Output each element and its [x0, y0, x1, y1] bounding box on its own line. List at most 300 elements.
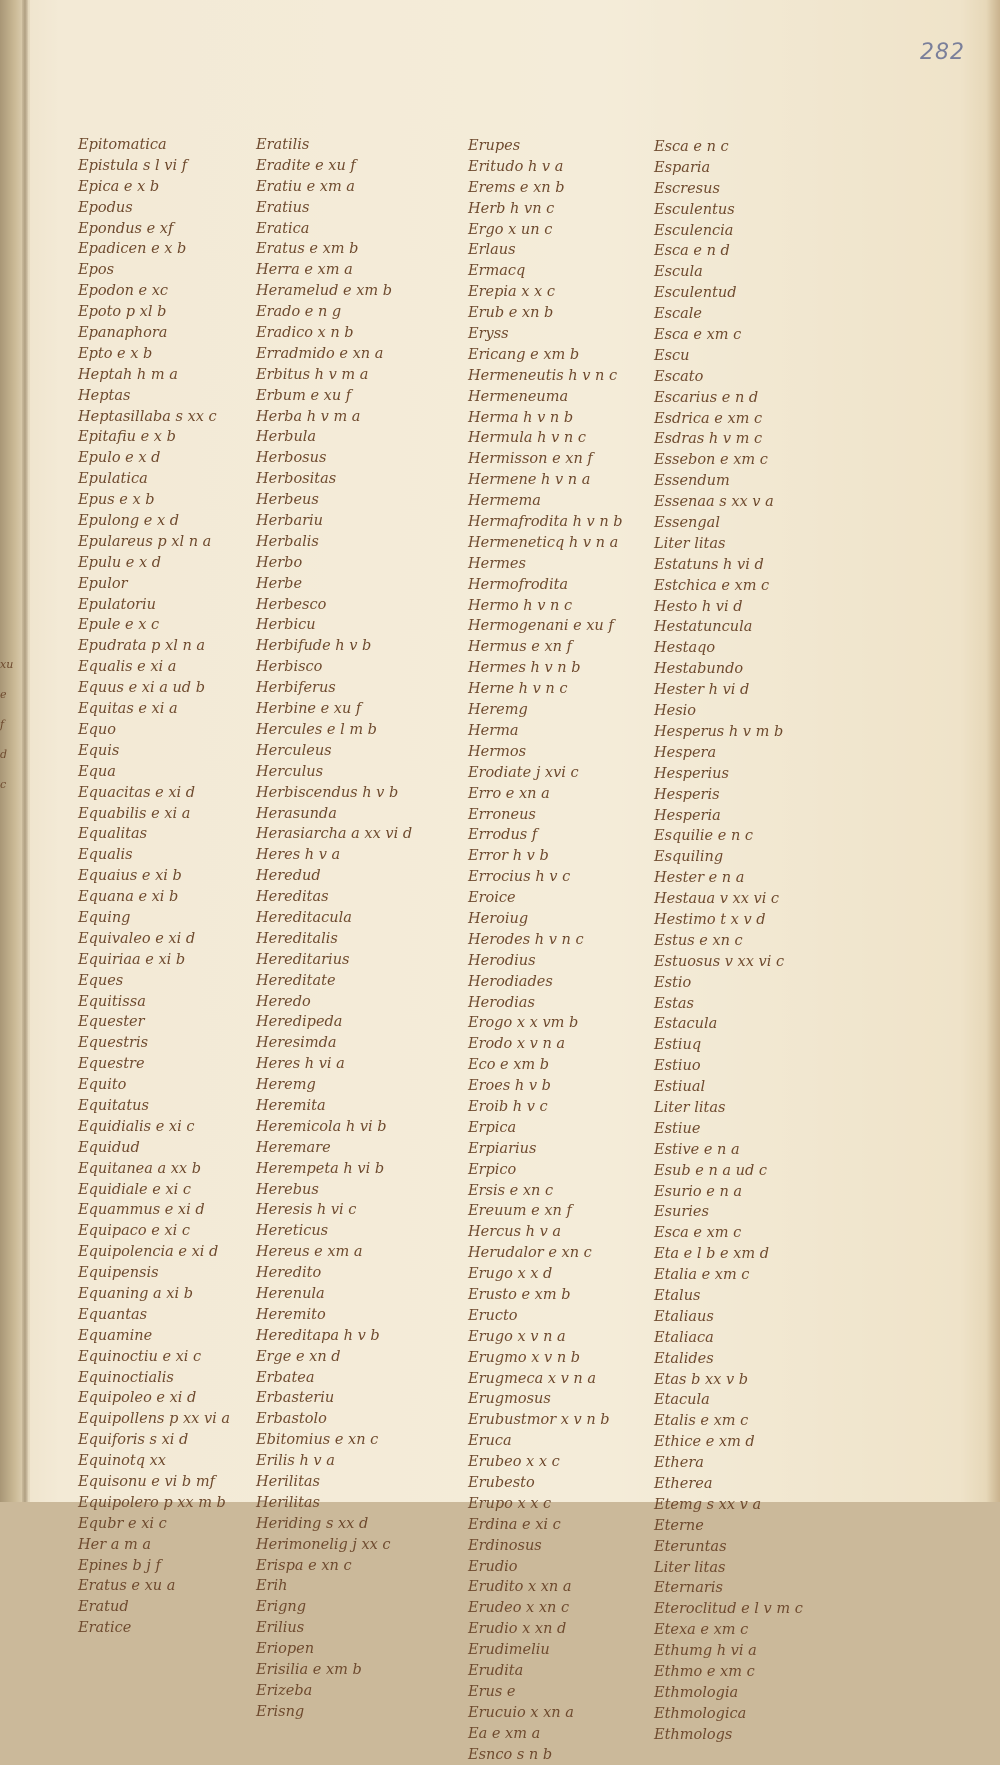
word-entry: Hermes — [468, 555, 526, 572]
word-list-column-1 — [78, 135, 230, 1639]
word-entry: Esca e xm c — [654, 327, 742, 344]
word-entry: Escula — [654, 264, 703, 281]
word-entry: Estus e xn c — [654, 932, 743, 949]
word-entry: Erugo x x d — [468, 1266, 553, 1283]
word-entry: Epus e x b — [78, 492, 155, 509]
word-entry: Eternaris — [654, 1580, 723, 1597]
word-entry: Hestabundo — [654, 661, 744, 678]
word-entry: Equana e xi b — [78, 889, 179, 906]
word-entry: Erdinosus — [468, 1537, 542, 1554]
word-entry: Herudalor e xn c — [468, 1245, 592, 1262]
word-entry: Estatuns h vi d — [654, 556, 764, 573]
word-entry: Hermeneuma — [468, 388, 569, 405]
word-entry: Equipensis — [78, 1265, 159, 1282]
word-entry: Herilitas — [256, 1474, 320, 1490]
binding-shadow — [22, 0, 28, 1502]
word-entry: Hereditalis — [256, 930, 338, 947]
word-entry: Erudio x xn d — [468, 1621, 567, 1638]
word-entry: Ereuum e xn f — [468, 1203, 572, 1220]
word-entry: Herculus — [256, 763, 324, 780]
word-entry: Epto e x b — [78, 345, 153, 362]
word-entry: Erizeba — [256, 1682, 313, 1699]
word-entry: Eratiu e xm a — [256, 178, 355, 195]
word-entry: Errodus f — [468, 827, 538, 844]
word-entry: Erus e — [468, 1683, 516, 1700]
word-entry: Etaliaus — [654, 1308, 714, 1325]
word-entry: Hermema — [468, 493, 541, 510]
word-entry: Equitissa — [78, 993, 146, 1010]
word-entry: Error h v b — [468, 848, 549, 865]
word-entry: Hereditapa h v b — [256, 1327, 380, 1344]
word-entry: Epulareus p xl n a — [78, 533, 212, 550]
word-entry: Herebus — [256, 1181, 319, 1198]
word-entry: Hermeneticq h v n a — [468, 534, 619, 551]
word-entry: Hermene h v n a — [468, 472, 591, 489]
word-entry: Erisilia e xm b — [256, 1662, 362, 1679]
word-entry: Epulor — [78, 575, 128, 592]
word-entry: Herbisco — [256, 659, 323, 676]
word-entry: Esnco s n b — [468, 1746, 553, 1763]
word-entry: Equing — [78, 909, 131, 926]
word-entry: Equaius e xi b — [78, 868, 182, 885]
word-entry: Equiforis s xi d — [78, 1432, 189, 1449]
word-entry: Eteruntas — [654, 1538, 727, 1555]
word-entry: Ea e xm a — [468, 1725, 541, 1742]
word-entry: Erradmido e xn a — [256, 345, 384, 362]
word-entry: Esca e n d — [654, 243, 730, 260]
word-entry: Equipollens p xx vi a — [78, 1411, 231, 1428]
word-entry: Herculeus — [256, 742, 332, 759]
word-entry: Heredito — [256, 1265, 322, 1282]
word-entry: Heremg — [468, 702, 528, 719]
word-entry: Hespera — [654, 744, 717, 761]
word-entry: Erupo x x c — [468, 1495, 552, 1512]
word-entry: Ethera — [654, 1455, 704, 1472]
word-entry: Hereditas — [256, 889, 329, 906]
word-entry: Erupes — [468, 138, 521, 154]
word-entry: Herasiarcha a xx vi d — [256, 826, 413, 843]
word-entry: Heptas — [78, 387, 131, 404]
word-entry: Herne h v n c — [468, 681, 568, 698]
word-entry: Herbiferus — [256, 680, 336, 697]
word-entry: Erroneus — [468, 806, 536, 823]
word-entry: Estiuo — [654, 1058, 701, 1075]
word-entry: Eriopen — [256, 1641, 315, 1658]
word-entry: Liter litas — [654, 1099, 726, 1116]
word-entry: Esparia — [654, 159, 711, 176]
word-entry: Herodias — [468, 994, 535, 1011]
word-entry: Equidud — [78, 1139, 140, 1156]
word-entry: Equidiale e xi c — [78, 1181, 191, 1198]
word-entry: Hereticus — [256, 1223, 329, 1240]
word-entry: Hermogenani e xu f — [468, 618, 614, 635]
word-entry: Ethumg h vi a — [654, 1643, 757, 1660]
word-entry: Equammus e xi d — [78, 1202, 205, 1219]
word-entry: Equiriaa e xi b — [78, 951, 186, 968]
word-entry: Hestatuncula — [654, 619, 753, 636]
word-entry: Heresis h vi c — [256, 1202, 357, 1219]
word-entry: Eroes h v b — [468, 1078, 551, 1095]
word-entry: Eradite e xu f — [256, 157, 356, 174]
word-entry: Hermos — [468, 743, 527, 760]
word-entry: Epoto p xl b — [78, 304, 167, 321]
word-entry: Ergo x un c — [468, 221, 553, 238]
word-entry: Equidialis e xi c — [78, 1118, 195, 1135]
word-entry: Hesperia — [654, 807, 721, 824]
word-entry: Etherea — [654, 1476, 713, 1492]
word-entry: Erudito x xn a — [468, 1579, 572, 1596]
word-entry: Herilitas — [256, 1494, 320, 1511]
folio-number: 282 — [920, 40, 965, 65]
word-entry: Heremita — [256, 1097, 326, 1114]
word-entry: Erlaus — [468, 242, 516, 259]
word-entry: Herasunda — [256, 805, 337, 822]
word-entry: Heptah h m a — [78, 366, 178, 383]
word-entry: Heremito — [256, 1306, 326, 1323]
word-entry: Epistula s l vi f — [78, 157, 188, 174]
word-entry: Hermula h v n c — [468, 430, 586, 447]
word-entry: Esquiling — [654, 849, 724, 866]
word-entry: Erugo x v n a — [468, 1328, 566, 1345]
word-entry: Herbosus — [256, 450, 327, 467]
word-entry: Herma — [468, 722, 519, 739]
word-entry: Heresimda — [256, 1035, 337, 1052]
word-entry: Eratilis — [256, 137, 310, 153]
word-entry: Equipoleo e xi d — [78, 1390, 197, 1407]
word-entry: Esca e xm c — [654, 1225, 742, 1242]
word-entry: Esdrica e xm c — [654, 410, 763, 427]
word-entry: Hester h vi d — [654, 682, 750, 699]
word-entry: Erodo x v n a — [468, 1036, 566, 1053]
word-entry: Ermacq — [468, 263, 526, 280]
word-entry: Etalides — [654, 1350, 714, 1367]
word-entry: Escato — [654, 368, 704, 385]
word-entry: Erigng — [256, 1599, 307, 1616]
word-entry: Herodiades — [468, 973, 553, 990]
word-entry: Herbicu — [256, 617, 316, 634]
word-entry: Hereditacula — [256, 909, 352, 926]
word-entry: Estio — [654, 974, 692, 991]
word-entry: Epica e x b — [78, 178, 160, 195]
word-entry: Epines b j f — [78, 1557, 161, 1574]
word-entry: Erpiarius — [468, 1140, 537, 1157]
word-entry: Herbariu — [256, 513, 323, 530]
word-entry: Hesperius — [654, 765, 729, 782]
word-entry: Ethmologia — [654, 1684, 739, 1701]
word-entry: Erudeo x xn c — [468, 1600, 570, 1617]
word-entry: Esca e n c — [654, 139, 729, 155]
word-entry: Hermus e xn f — [468, 639, 572, 656]
word-entry: Estuosus v xx vi c — [654, 953, 785, 970]
word-entry: Herodius — [468, 952, 536, 969]
word-entry: Equito — [78, 1077, 127, 1094]
word-entry: Heriding s xx d — [256, 1515, 369, 1532]
word-entry: Heremicola h vi b — [256, 1118, 387, 1135]
word-entry: Erucuio x xn a — [468, 1704, 574, 1721]
word-entry: Hesperus h v m b — [654, 723, 784, 740]
word-entry: Eradico x n b — [256, 325, 354, 342]
word-entry: Erubustmor x v n b — [468, 1412, 610, 1429]
word-entry: Eruca — [468, 1433, 512, 1450]
word-entry: Essendum — [654, 473, 730, 490]
word-entry: Erubeo x x c — [468, 1454, 560, 1471]
word-entry: Hestaua v xx vi c — [654, 891, 780, 908]
word-entry: Hermafrodita h v n b — [468, 514, 623, 531]
word-entry: Esculencia — [654, 222, 734, 239]
word-entry: Eroib h v c — [468, 1098, 548, 1115]
word-entry: Estiual — [654, 1079, 706, 1096]
word-entry: Erogo x x vm b — [468, 1015, 579, 1032]
word-entry: Eratica — [256, 220, 310, 237]
word-entry: Esub e n a ud c — [654, 1162, 767, 1179]
word-entry: Erisng — [256, 1703, 305, 1720]
word-entry: Herodes h v n c — [468, 931, 584, 948]
word-entry: Estiue — [654, 1120, 701, 1137]
word-entry: Epule e x c — [78, 617, 160, 634]
word-entry: Epulu e x d — [78, 554, 162, 571]
word-entry: Hermo h v n c — [468, 597, 573, 614]
word-entry: Herra e xm a — [256, 262, 353, 279]
word-entry: Eratud — [78, 1599, 129, 1616]
word-entry: Equaning a xi b — [78, 1285, 194, 1302]
word-entry: Etaliaca — [654, 1329, 714, 1346]
word-entry: Erudita — [468, 1663, 524, 1680]
word-entry: Escarius e n d — [654, 389, 759, 406]
word-list-column-4 — [654, 137, 803, 1746]
word-entry: Epodon e xc — [78, 283, 169, 300]
word-entry: Equestre — [78, 1056, 145, 1073]
word-entry: Ethmologica — [654, 1705, 747, 1722]
word-entry: Escu — [654, 347, 690, 364]
word-entry: Erbasteriu — [256, 1390, 335, 1407]
word-entry: Erudimeliu — [468, 1642, 550, 1659]
word-entry: Equipolero p xx m b — [78, 1494, 226, 1511]
word-entry: Ethmologs — [654, 1726, 733, 1743]
word-entry: Equa — [78, 763, 116, 780]
word-entry: Eritudo h v a — [468, 158, 564, 175]
word-entry: Herimonelig j xx c — [256, 1536, 391, 1553]
word-entry: Herbositas — [256, 471, 337, 488]
word-entry: Ethice e xm d — [654, 1434, 755, 1451]
word-entry: Equinotq xx — [78, 1453, 166, 1470]
word-entry: Epulatica — [78, 471, 148, 488]
word-entry: Eroice — [468, 890, 516, 907]
word-entry: Epulatoriu — [78, 596, 156, 613]
word-entry: Erugmo x v n b — [468, 1349, 581, 1366]
word-entry: Errocius h v c — [468, 869, 571, 886]
word-entry: Erdina e xi c — [468, 1516, 561, 1533]
word-entry: Eta e l b e xm d — [654, 1246, 770, 1263]
word-entry: Eratus e xu a — [78, 1578, 176, 1595]
word-entry: Estive e n a — [654, 1141, 740, 1158]
word-entry: Heredo — [256, 993, 311, 1010]
word-entry: Eratus e xm b — [256, 241, 359, 258]
word-entry: Hester e n a — [654, 870, 745, 887]
word-entry: Hestimo t x v d — [654, 911, 766, 928]
word-entry: Erge e xn d — [256, 1348, 341, 1365]
word-entry: Hesio — [654, 703, 697, 720]
word-entry: Ericang e xm b — [468, 346, 580, 363]
word-entry: Eryss — [468, 326, 509, 343]
word-entry: Etemg s xx v a — [654, 1496, 762, 1513]
word-entry: Ebitomius e xn c — [256, 1432, 379, 1449]
word-entry: Erepia x x c — [468, 284, 555, 301]
word-entry: Equo — [78, 721, 116, 738]
word-entry: Erub e xn b — [468, 305, 554, 322]
word-entry: Heres h v a — [256, 847, 341, 864]
word-entry: Equalitas — [78, 826, 148, 843]
word-entry: Erodiate j xvi c — [468, 764, 579, 781]
word-entry: Heredud — [256, 868, 321, 885]
word-entry: Esculentus — [654, 201, 735, 218]
word-entry: Equipolencia e xi d — [78, 1244, 219, 1261]
word-entry: Herbesco — [256, 596, 327, 613]
word-entry: Liter litas — [654, 1559, 726, 1576]
word-entry: Equbr e xi c — [78, 1515, 167, 1532]
word-entry: Herma h v n b — [468, 409, 574, 426]
word-entry: Heroiug — [468, 910, 529, 927]
word-entry: Epos — [78, 262, 115, 279]
word-entry: Estacula — [654, 1016, 718, 1033]
word-entry: Herbifude h v b — [256, 638, 372, 655]
word-entry: Equacitas e xi d — [78, 784, 196, 801]
word-entry: Erbum e xu f — [256, 387, 352, 404]
page-edge — [986, 0, 1000, 1502]
word-entry: Equis — [78, 742, 120, 759]
word-entry: Equivaleo e xi d — [78, 930, 196, 947]
word-entry: Etalus — [654, 1287, 701, 1304]
word-entry: Essebon e xm c — [654, 452, 768, 469]
word-entry: Hercules e l m b — [256, 721, 377, 738]
word-entry: Equisonu e vi b mf — [78, 1474, 215, 1490]
word-entry: Epadicen e x b — [78, 241, 187, 258]
word-entry: Eques — [78, 972, 124, 989]
word-entry: Esdras h v m c — [654, 431, 763, 448]
word-entry: Eructo — [468, 1307, 518, 1324]
word-entry: Erbatea — [256, 1369, 315, 1386]
word-entry: Hereditate — [256, 972, 336, 989]
word-entry: Equitatus — [78, 1097, 149, 1114]
word-entry: Eratice — [78, 1620, 132, 1637]
word-entry: Hermofrodita — [468, 576, 569, 593]
word-entry: Hesperis — [654, 786, 720, 803]
word-entry: Erpica — [468, 1119, 517, 1136]
word-entry: Erems e xn b — [468, 179, 565, 196]
word-entry: Herbo — [256, 554, 303, 571]
word-entry: Equitas e xi a — [78, 701, 178, 718]
word-entry: Etacula — [654, 1392, 710, 1409]
word-entry: Equus e xi a ud b — [78, 680, 205, 697]
word-entry: Esurio e n a — [654, 1183, 743, 1200]
word-entry: Hermes h v n b — [468, 660, 581, 677]
word-entry: Estas — [654, 995, 694, 1012]
word-entry: Equalis e xi a — [78, 659, 177, 676]
word-entry: Erubesto — [468, 1475, 535, 1491]
word-entry: Erado e n g — [256, 304, 342, 321]
word-entry: Hermeneutis h v n c — [468, 367, 618, 384]
word-entry: Equinoctialis — [78, 1369, 174, 1386]
word-entry: Epulong e x d — [78, 513, 180, 530]
word-entry: Herbeus — [256, 492, 319, 509]
word-entry: Erugmeca x v n a — [468, 1370, 597, 1387]
word-entry: Herba h v m a — [256, 408, 361, 425]
word-entry: Esquilie e n c — [654, 828, 754, 845]
word-entry: Liter litas — [654, 535, 726, 552]
word-entry: Ersis e xn c — [468, 1182, 554, 1199]
word-entry: Herbine e xu f — [256, 701, 362, 718]
word-entry: Equinoctiu e xi c — [78, 1348, 202, 1365]
word-entry: Epodus — [78, 199, 133, 216]
word-entry: Erilis h v a — [256, 1453, 335, 1470]
word-entry: Etexa e xm c — [654, 1622, 749, 1639]
word-entry: Estiuq — [654, 1037, 702, 1054]
word-entry: Erih — [256, 1578, 288, 1595]
word-entry: Epudrata p xl n a — [78, 638, 206, 655]
margin-note: xu — [0, 658, 14, 671]
word-entry: Her a m a — [78, 1536, 152, 1553]
word-entry: Esuries — [654, 1204, 709, 1221]
word-entry: Hereditarius — [256, 951, 350, 968]
margin-notes — [0, 650, 22, 800]
word-entry: Epitomatica — [78, 137, 167, 153]
word-entry: Equestris — [78, 1035, 149, 1052]
word-entry: Essenaa s xx v a — [654, 494, 774, 511]
word-entry: Herbalis — [256, 533, 319, 550]
word-entry: Heremare — [256, 1139, 331, 1156]
word-entry: Erudio — [468, 1558, 518, 1575]
word-entry: Essengal — [654, 515, 720, 532]
word-entry: Herbiscendus h v b — [256, 784, 399, 801]
word-entry: Estchica e xm c — [654, 577, 770, 594]
word-entry: Erilius — [256, 1620, 305, 1637]
word-entry: Epondus e xf — [78, 220, 174, 237]
word-entry: Eratius — [256, 199, 310, 216]
word-entry: Epitafiu e x b — [78, 429, 176, 446]
word-entry: Equipaco e xi c — [78, 1223, 190, 1240]
word-entry: Heramelud e xm b — [256, 283, 393, 300]
word-entry: Equantas — [78, 1306, 148, 1323]
word-entry: Heremg — [256, 1077, 316, 1094]
word-entry: Eteroclitud e l v m c — [654, 1601, 803, 1618]
word-entry: Escale — [654, 306, 703, 323]
word-list-column-2 — [256, 135, 412, 1723]
word-entry: Equalis — [78, 847, 133, 864]
word-entry: Erbastolo — [256, 1411, 327, 1428]
word-entry: Eco e xm b — [468, 1057, 550, 1074]
word-entry: Equitanea a xx b — [78, 1160, 201, 1177]
word-entry: Herb h vn c — [468, 200, 555, 217]
word-entry: Esculentud — [654, 285, 737, 302]
word-entry: Eterne — [654, 1517, 704, 1534]
word-entry: Heptasillaba s xx c — [78, 408, 217, 425]
word-entry: Epulo e x d — [78, 450, 161, 467]
word-entry: Hermisson e xn f — [468, 451, 593, 468]
word-entry: Equester — [78, 1014, 145, 1031]
word-entry: Erispa e xn c — [256, 1557, 352, 1574]
word-entry: Epanaphora — [78, 325, 168, 342]
word-entry: Erusto e xm b — [468, 1286, 571, 1303]
word-entry: Hestaqo — [654, 640, 716, 657]
margin-note: f — [0, 718, 5, 731]
word-entry: Herbe — [256, 575, 303, 592]
word-entry: Erpico — [468, 1161, 517, 1178]
word-entry: Erugmosus — [468, 1391, 551, 1408]
word-entry: Etalia e xm c — [654, 1267, 750, 1284]
word-entry: Escresus — [654, 180, 720, 197]
word-entry: Etalis e xm c — [654, 1413, 749, 1430]
word-entry: Ethmo e xm c — [654, 1664, 755, 1681]
word-entry: Hesto h vi d — [654, 598, 743, 615]
